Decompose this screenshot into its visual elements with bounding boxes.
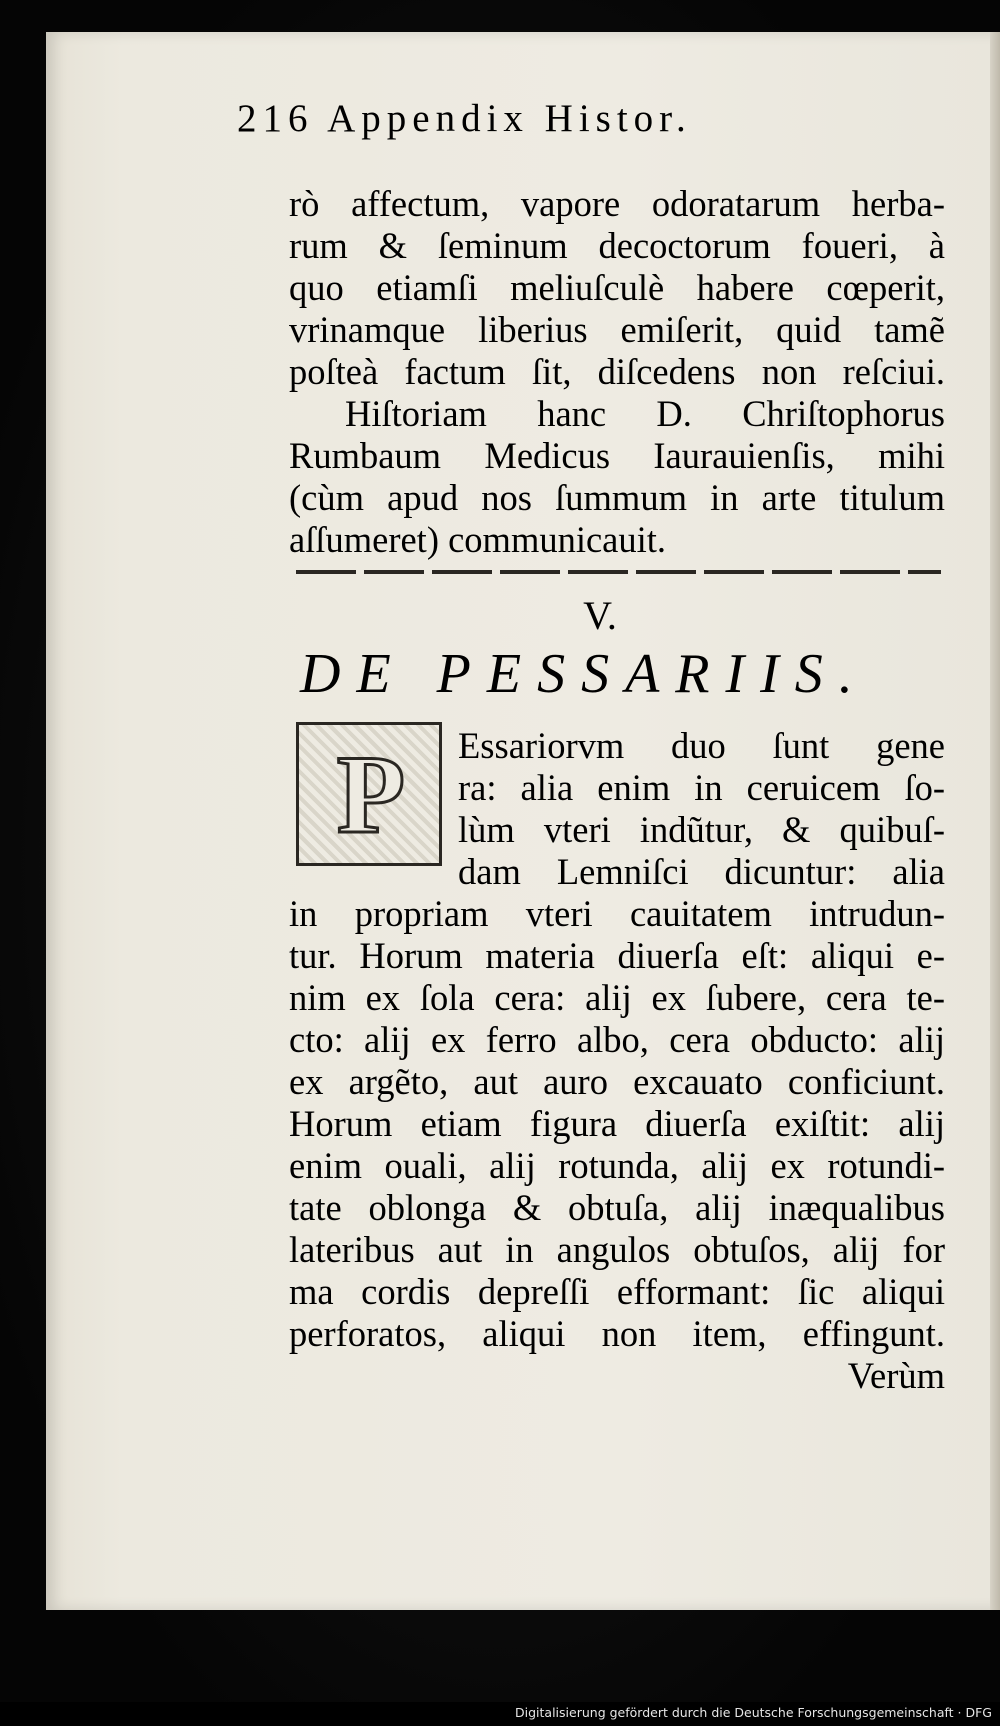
body-line: tate oblonga & obtuſa, alij inæqualibus (289, 1187, 945, 1228)
body-line: ex argẽto, aut auro excauato conficiunt. (289, 1061, 945, 1102)
page-edge (990, 32, 1000, 1610)
initial-letter: P (336, 733, 406, 857)
section-number: V. (583, 593, 617, 638)
body-line: tur. Horum materia diuerſa eſt: aliqui e- (289, 935, 945, 976)
continuation-line: vrinamque liberius emiſerit, quid tamẽ (289, 309, 945, 350)
body-line: enim ouali, alij rotunda, alij ex rotundi- (289, 1145, 945, 1186)
body-line: lateribus aut in angulos obtuſos, alij for (289, 1229, 945, 1270)
attribution-line: Rumbaum Medicus Iaurauienſis, mihi (289, 435, 945, 476)
body-line: Essariorvm duo ſunt gene (458, 725, 945, 766)
running-head: 216 Appendix Histor. (237, 97, 692, 140)
catchword: Verùm (847, 1355, 945, 1396)
continuation-line: rò affectum, vapore odoratarum herba- (289, 183, 945, 224)
continuation-line: poſteà factum ſit, diſcedens non reſciui. (289, 351, 945, 392)
section-title: DE PESSARIIS. (300, 643, 869, 705)
section-divider (296, 570, 941, 574)
attribution-line: aſſumeret) communicauit. (289, 519, 667, 560)
body-line: perforatos, aliqui non item, effingunt. (289, 1313, 945, 1354)
body-line: lùm vteri indũtur, & quibuſ- (458, 809, 945, 850)
body-line: ra: alia enim in ceruicem ſo- (458, 767, 945, 808)
body-line: Horum etiam figura diuerſa exiſtit: alij (289, 1103, 945, 1144)
attribution-line: (cùm apud nos ſummum in arte titulum (289, 477, 945, 518)
footer-credit: Digitalisierung gefördert durch die Deutsche Forschungsgemeinschaft · DFG (515, 1705, 992, 1720)
continuation-line: rum & ſeminum decoctorum foueri, à (289, 225, 945, 266)
body-line: cto: alij ex ferro albo, cera obducto: alij (289, 1019, 945, 1060)
decorated-initial (296, 722, 442, 866)
attribution-line: Hiſtoriam hanc D. Chriſtophorus (345, 393, 945, 434)
body-line: dam Lemniſci dicuntur: alia (458, 851, 945, 892)
continuation-line: quo etiamſi meliuſculè habere cœperit, (289, 267, 945, 308)
body-line: ma cordis depreſſi efformant: ſic aliqui (289, 1271, 945, 1312)
body-line: nim ex ſola cera: alij ex ſubere, cera te- (289, 977, 945, 1018)
body-line: in propriam vteri cauitatem intrudun- (289, 893, 945, 934)
